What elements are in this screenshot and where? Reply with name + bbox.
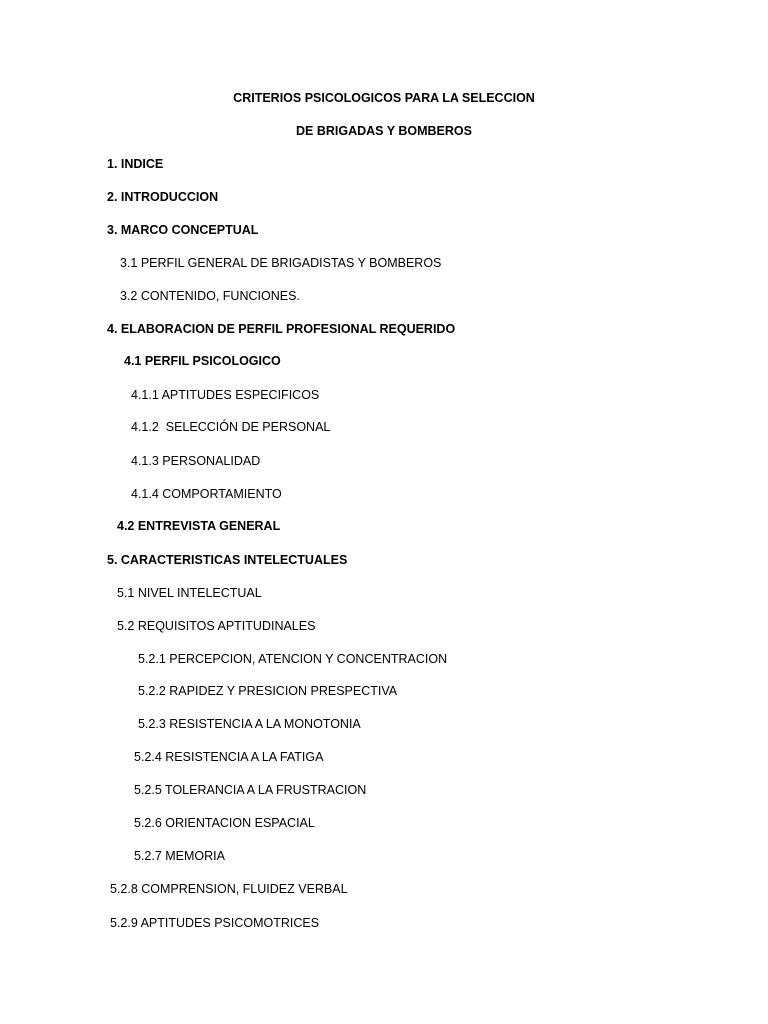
toc-entry: 5.2.3 RESISTENCIA A LA MONOTONIA	[138, 717, 361, 731]
toc-entry: 4.1.4 COMPORTAMIENTO	[131, 487, 282, 501]
toc-entry: 5.2.5 TOLERANCIA A LA FRUSTRACION	[134, 783, 367, 797]
toc-entry: 3.1 PERFIL GENERAL DE BRIGADISTAS Y BOMBEROS	[120, 256, 442, 270]
document-title-line-2: DE BRIGADAS Y BOMBEROS	[296, 124, 472, 138]
toc-entry: 5.2.2 RAPIDEZ Y PRESICION PRESPECTIVA	[138, 684, 398, 698]
toc-entry: 5.2 REQUISITOS APTITUDINALES	[117, 619, 316, 633]
toc-entry: 4. ELABORACION DE PERFIL PROFESIONAL REQUERIDO	[107, 322, 456, 336]
toc-entry: 5. CARACTERISTICAS INTELECTUALES	[107, 553, 348, 567]
toc-entry: 5.2.9 APTITUDES PSICOMOTRICES	[110, 916, 320, 930]
toc-entry: 4.2 ENTREVISTA GENERAL	[117, 519, 281, 533]
toc-entry: 4.1.3 PERSONALIDAD	[131, 454, 261, 468]
toc-entry: 1. INDICE	[107, 157, 164, 171]
toc-entry: 5.2.4 RESISTENCIA A LA FATIGA	[134, 750, 324, 764]
toc-entry: 5.2.7 MEMORIA	[134, 849, 225, 863]
toc-entry: 5.2.8 COMPRENSION, FLUIDEZ VERBAL	[110, 882, 348, 896]
toc-entry: 4.1.2 SELECCIÓN DE PERSONAL	[131, 420, 331, 434]
toc-entry: 5.1 NIVEL INTELECTUAL	[117, 586, 262, 600]
document-title-line-1: CRITERIOS PSICOLOGICOS PARA LA SELECCION	[233, 91, 535, 105]
toc-entry: 3.2 CONTENIDO, FUNCIONES.	[120, 289, 300, 303]
toc-entry: 3. MARCO CONCEPTUAL	[107, 223, 259, 237]
toc-entry: 4.1 PERFIL PSICOLOGICO	[124, 354, 281, 368]
toc-entry: 2. INTRODUCCION	[107, 190, 219, 204]
toc-entry: 5.2.6 ORIENTACION ESPACIAL	[134, 816, 315, 830]
toc-entry: 4.1.1 APTITUDES ESPECIFICOS	[131, 388, 320, 402]
toc-entry: 5.2.1 PERCEPCION, ATENCION Y CONCENTRACION	[138, 652, 448, 666]
